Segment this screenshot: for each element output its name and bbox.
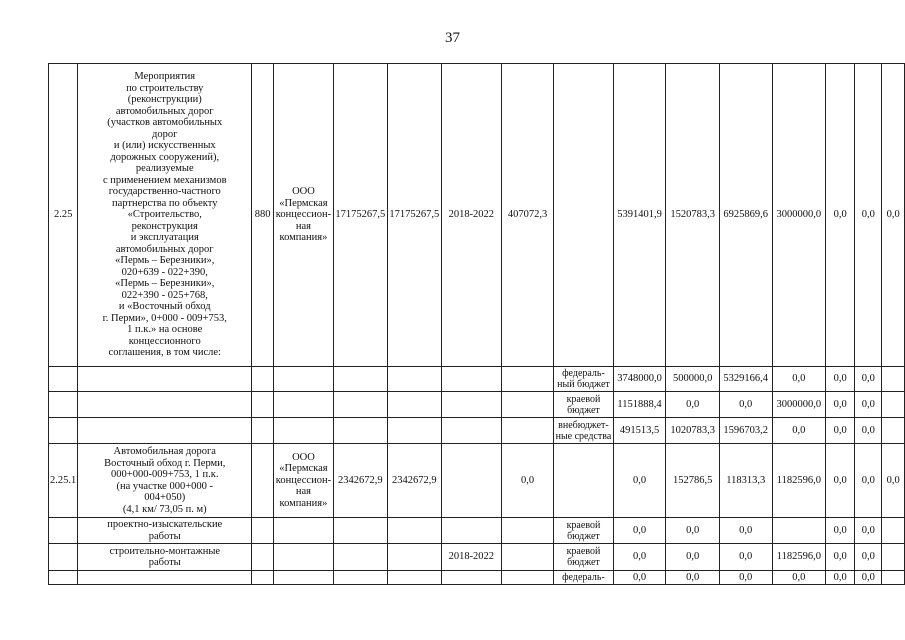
period — [441, 571, 501, 585]
value-7 — [882, 418, 905, 444]
value-3: 1596703,2 — [719, 418, 772, 444]
value-4: 1182596,0 — [772, 444, 826, 518]
table-row — [49, 544, 905, 571]
cost-total — [333, 544, 387, 571]
value-7: 0,0 — [882, 64, 905, 367]
value-4: 0,0 — [772, 571, 826, 585]
value-6: 0,0 — [855, 392, 882, 418]
executor — [274, 571, 334, 585]
funding-source: краевой бюджет — [554, 518, 614, 544]
prior-funding — [501, 367, 553, 392]
activity-name — [78, 418, 252, 444]
cost-total: 2342672,9 — [333, 444, 387, 518]
table-row — [49, 367, 905, 392]
value-5: 0,0 — [826, 571, 855, 585]
budget-code: 880 — [252, 64, 274, 367]
value-1: 0,0 — [613, 444, 666, 518]
value-6: 0,0 — [855, 444, 882, 518]
value-3: 5329166,4 — [719, 367, 772, 392]
cost-remaining — [387, 544, 441, 571]
executor — [274, 418, 334, 444]
prior-funding: 0,0 — [501, 444, 553, 518]
funding-source: краевой бюджет — [554, 544, 614, 571]
value-2: 0,0 — [666, 544, 720, 571]
value-5: 0,0 — [826, 518, 855, 544]
cost-remaining — [387, 367, 441, 392]
value-1: 0,0 — [613, 518, 666, 544]
value-4: 3000000,0 — [772, 64, 826, 367]
activity-name — [78, 571, 252, 585]
value-1: 0,0 — [613, 544, 666, 571]
budget-code — [252, 544, 274, 571]
value-4: 3000000,0 — [772, 392, 826, 418]
value-5: 0,0 — [826, 418, 855, 444]
value-6: 0,0 — [855, 544, 882, 571]
row-number — [49, 571, 78, 585]
prior-funding — [501, 544, 553, 571]
period — [441, 418, 501, 444]
prior-funding — [501, 418, 553, 444]
value-6: 0,0 — [855, 367, 882, 392]
row-number: 2.25.1 — [49, 444, 78, 518]
value-7 — [882, 544, 905, 571]
row-number — [49, 392, 78, 418]
activity-name — [78, 367, 252, 392]
budget-code — [252, 518, 274, 544]
table-row — [49, 418, 905, 444]
cost-remaining: 17175267,5 — [387, 64, 441, 367]
executor — [274, 392, 334, 418]
row-number — [49, 544, 78, 571]
prior-funding — [501, 571, 553, 585]
cost-total — [333, 418, 387, 444]
value-6: 0,0 — [855, 571, 882, 585]
cost-remaining — [387, 392, 441, 418]
executor — [274, 367, 334, 392]
value-2: 0,0 — [666, 571, 720, 585]
cost-total — [333, 518, 387, 544]
activity-name: Автомобильная дорога Восточный обход г. Перми, 000+000-009+753, 1 п.к. (на участке 000+000 - 004+050) (4,1 км/ 73,05 п. м) — [78, 444, 252, 518]
value-6: 0,0 — [855, 418, 882, 444]
value-3: 0,0 — [719, 544, 772, 571]
prior-funding — [501, 518, 553, 544]
cost-remaining: 2342672,9 — [387, 444, 441, 518]
activity-name — [78, 392, 252, 418]
cost-total — [333, 367, 387, 392]
value-7: 0,0 — [882, 444, 905, 518]
table-row — [49, 518, 905, 544]
row-number — [49, 367, 78, 392]
period: 2018-2022 — [441, 64, 501, 367]
value-2: 0,0 — [666, 392, 720, 418]
funding-source: внебюджет- ные средства — [555, 419, 612, 442]
period: 2018-2022 — [441, 544, 501, 571]
value-5: 0,0 — [826, 444, 855, 518]
value-4 — [772, 518, 826, 544]
value-4: 0,0 — [772, 367, 826, 392]
executor: ООО «Пермская концессион- ная компания» — [274, 64, 334, 367]
value-2: 500000,0 — [666, 367, 720, 392]
budget-code — [252, 367, 274, 392]
value-3: 6925869,6 — [719, 64, 772, 367]
cost-remaining — [387, 518, 441, 544]
program-table — [48, 63, 905, 585]
value-2: 152786,5 — [666, 444, 720, 518]
period — [441, 444, 501, 518]
value-1: 491513,5 — [613, 418, 666, 444]
value-7 — [882, 518, 905, 544]
cost-total — [333, 571, 387, 585]
value-3: 0,0 — [719, 571, 772, 585]
value-1: 0,0 — [613, 571, 666, 585]
value-3: 0,0 — [719, 518, 772, 544]
budget-code — [252, 571, 274, 585]
executor — [274, 544, 334, 571]
value-5: 0,0 — [826, 64, 855, 367]
prior-funding — [501, 392, 553, 418]
value-7 — [882, 392, 905, 418]
value-2: 1020783,3 — [666, 418, 720, 444]
cost-total: 17175267,5 — [333, 64, 387, 367]
value-6: 0,0 — [855, 64, 882, 367]
executor: ООО «Пермская концессион- ная компания» — [274, 444, 334, 518]
cost-remaining — [387, 571, 441, 585]
value-6: 0,0 — [855, 518, 882, 544]
executor — [274, 518, 334, 544]
value-1: 5391401,9 — [613, 64, 666, 367]
period — [441, 518, 501, 544]
value-5: 0,0 — [826, 544, 855, 571]
value-3: 0,0 — [719, 392, 772, 418]
row-number — [49, 418, 78, 444]
value-7 — [882, 571, 905, 585]
prior-funding: 407072,3 — [501, 64, 553, 367]
funding-source — [554, 64, 614, 367]
row-number — [49, 518, 78, 544]
row-number: 2.25 — [49, 64, 78, 367]
funding-source: федераль- — [554, 571, 614, 585]
value-1: 3748000,0 — [613, 367, 666, 392]
activity-name: Мероприятия по строительству (реконструкции) автомобильных дорог (участков автомобильных дорог и (или) искусственных дорожных сооружений), реализуемые с применением механизмов государственно-частного партнерства по объекту «Строительство, реконструкция и эксплуатация автомобильных дорог «Пермь – Березники», 020+639 - 022+390, «Пермь – Березники», 022+390 - 025+768, и «Восточный обход г. Перми», 0+000 - 009+753, 1 п.к.» на основе концессионного соглашения, в том числе: — [78, 64, 252, 367]
value-3: 118313,3 — [719, 444, 772, 518]
budget-code — [252, 444, 274, 518]
value-5: 0,0 — [826, 367, 855, 392]
period — [441, 367, 501, 392]
funding-source — [554, 444, 614, 518]
value-1: 1151888,4 — [613, 392, 666, 418]
budget-code — [252, 418, 274, 444]
funding-source: федераль- ный бюджет — [554, 367, 614, 392]
funding-source: краевой бюджет — [554, 392, 614, 418]
value-2: 0,0 — [666, 518, 720, 544]
period — [441, 392, 501, 418]
table-row — [49, 64, 905, 367]
value-4: 1182596,0 — [772, 544, 826, 571]
value-7 — [882, 367, 905, 392]
table-row — [49, 392, 905, 418]
budget-code — [252, 392, 274, 418]
value-4: 0,0 — [772, 418, 826, 444]
value-2: 1520783,3 — [666, 64, 720, 367]
activity-name: проектно-изыскательские работы — [78, 518, 252, 544]
table-row — [49, 571, 905, 585]
value-5: 0,0 — [826, 392, 855, 418]
cost-remaining — [387, 418, 441, 444]
table-row — [49, 444, 905, 518]
activity-name: строительно-монтажные работы — [78, 544, 252, 571]
page-number: 37 — [445, 30, 460, 46]
cost-total — [333, 392, 387, 418]
